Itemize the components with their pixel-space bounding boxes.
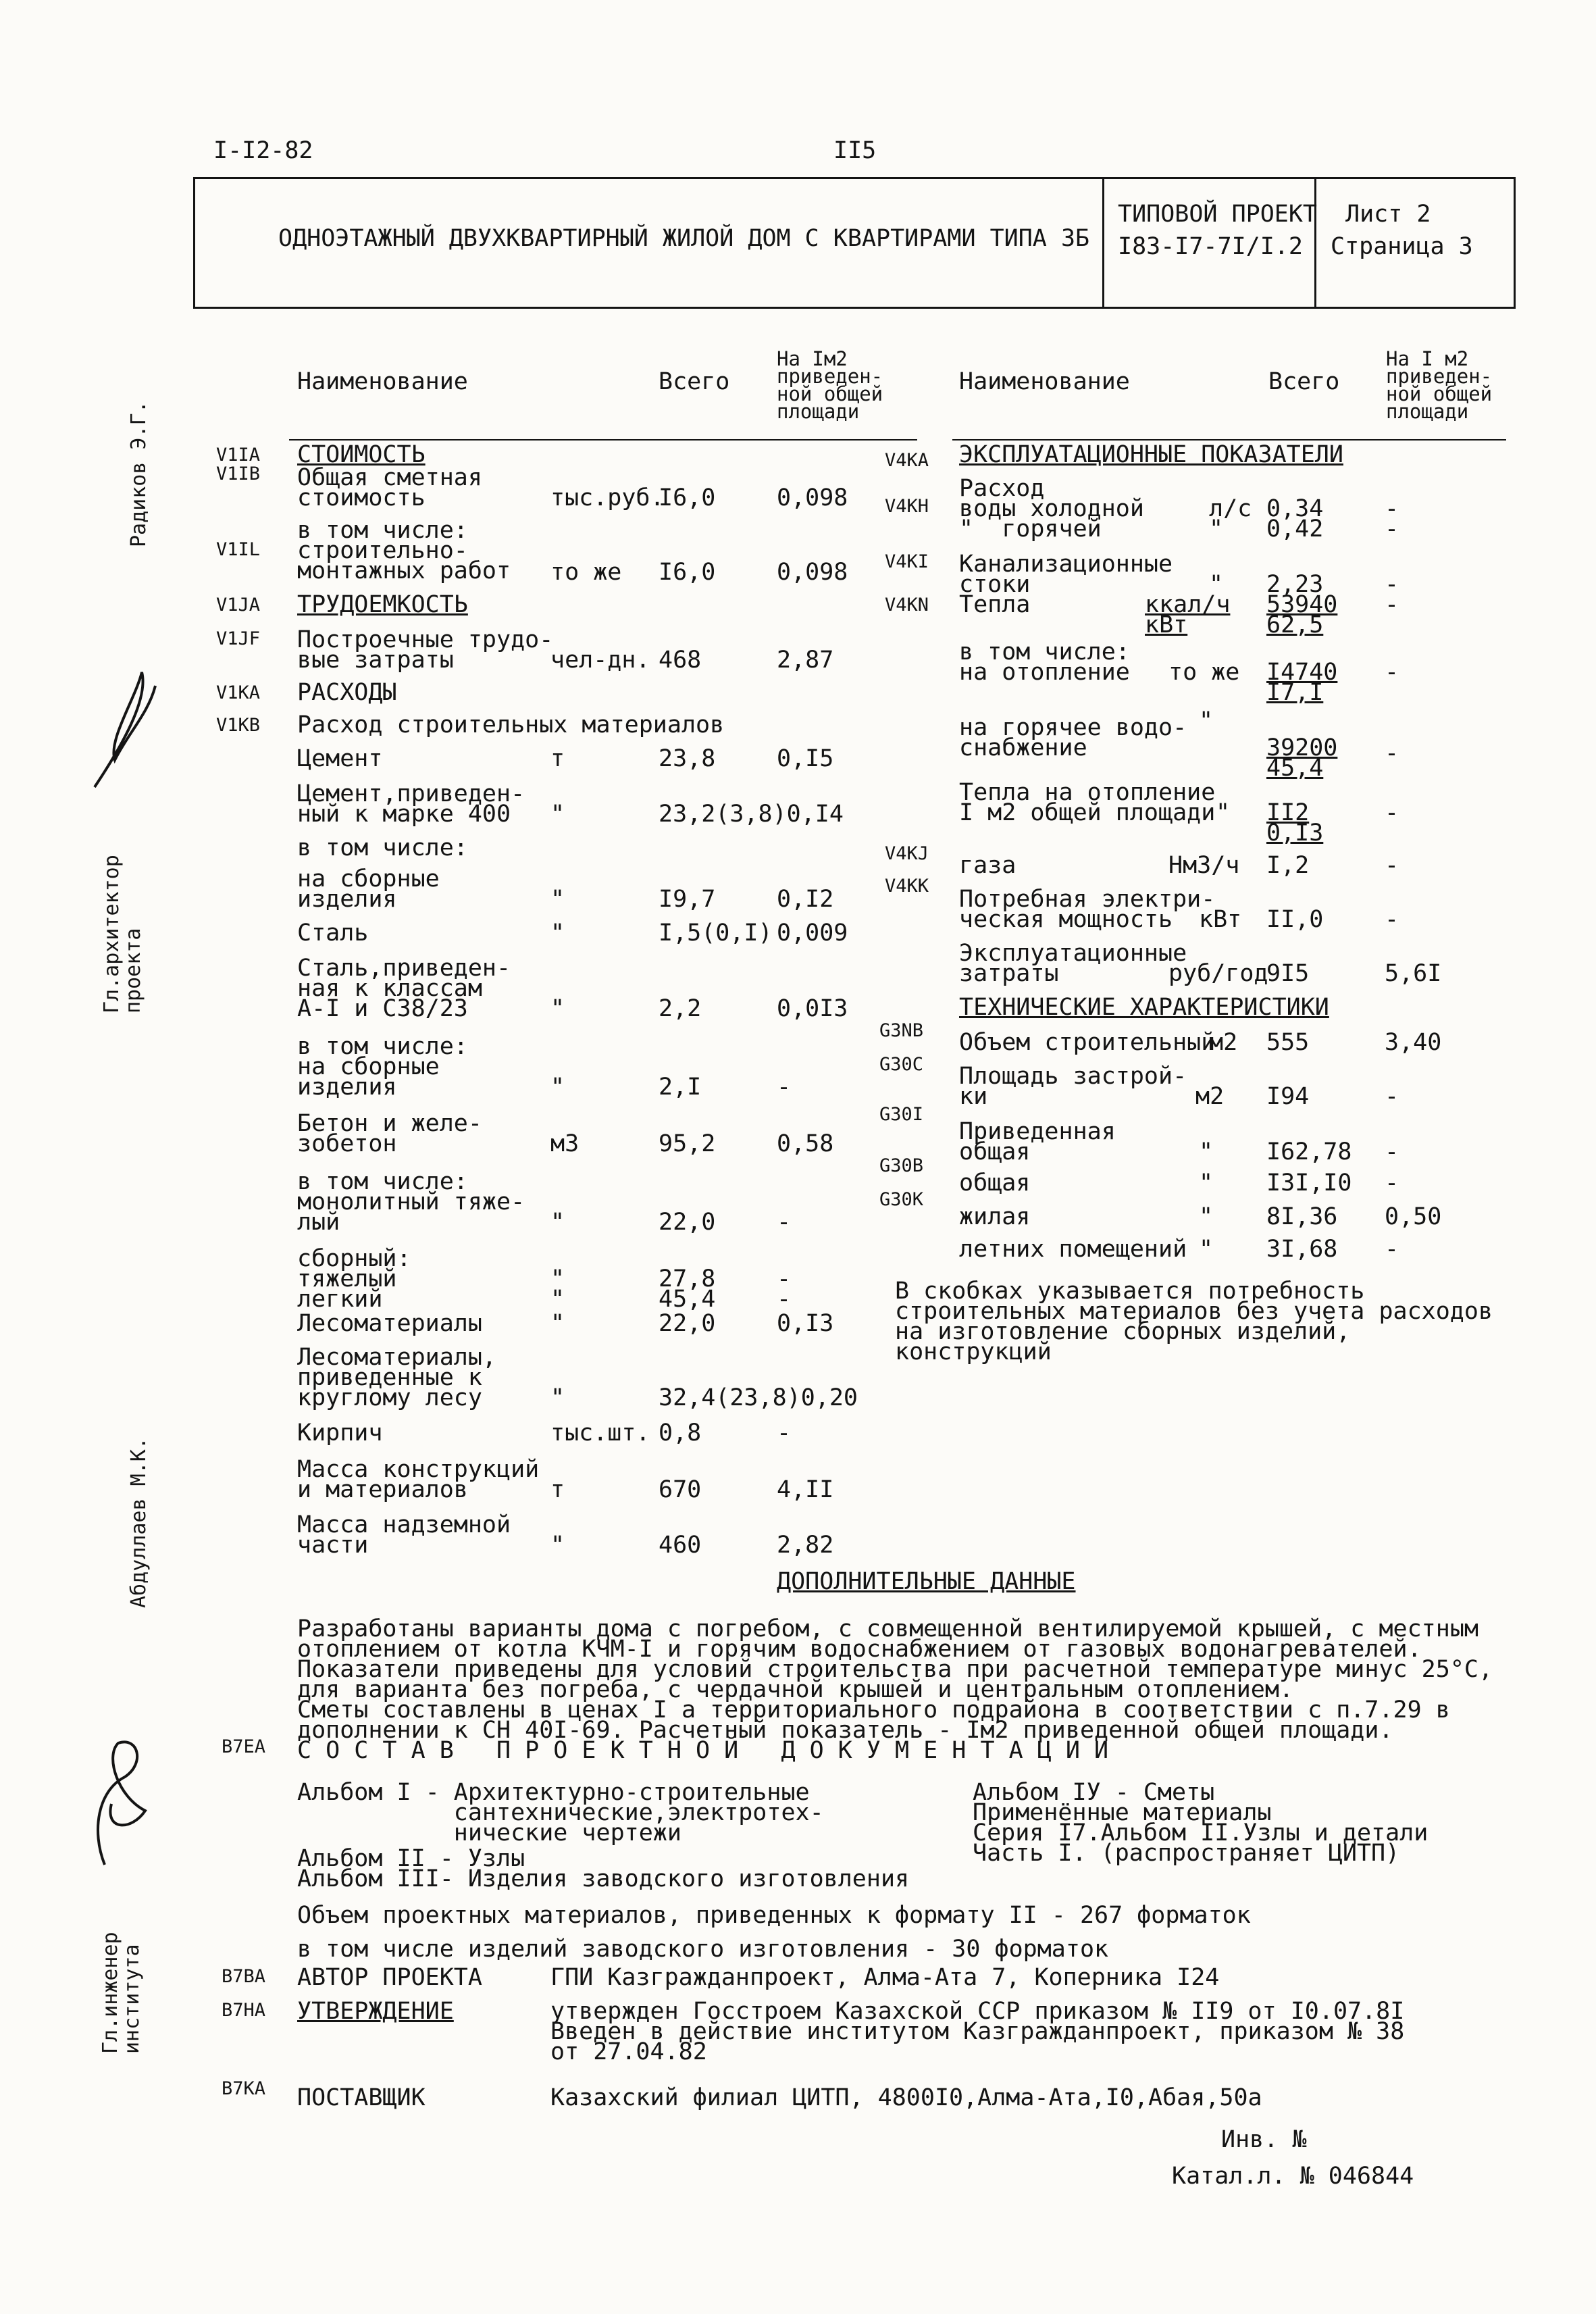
row-code: V4KJ [885, 843, 929, 864]
footer-label: ПОСТАВЩИК [297, 2084, 426, 2111]
row-unit: м3 [550, 1130, 580, 1157]
row-name: в том числе: монолитный тяже- лый [297, 1168, 525, 1236]
row-name: Расход строительных материалов [297, 711, 725, 738]
row-code: G30C [879, 1054, 924, 1075]
row-unit: т [550, 745, 565, 772]
signature-2 [78, 1716, 159, 1871]
row-code: V1IL [216, 539, 261, 560]
project-number: I83-I7-7I/I.2 [1118, 233, 1303, 260]
row-per: - - [1385, 495, 1399, 543]
row-total: 2,2 [659, 995, 702, 1022]
row-per: - [1385, 906, 1399, 933]
row-name: в том числе: строительно- монтажных работ [297, 517, 511, 584]
row-name: Эксплуатационные затраты [959, 940, 1187, 987]
row-name: Лесоматериалы, приведенные к круглому лесу [297, 1344, 497, 1411]
row-per: 0,50 [1385, 1203, 1442, 1230]
row-unit: " [550, 1074, 565, 1101]
col-per-left-1: На Iм2 [777, 347, 848, 370]
row-total: I9,7 [659, 886, 716, 913]
row-code: G30I [879, 1104, 924, 1125]
col-name-right: Наименование [959, 368, 1130, 395]
row-unit: то же [550, 559, 622, 586]
row-unit: " [550, 886, 565, 913]
row-code: V1JA [216, 595, 261, 615]
row-total: 8I,36 [1266, 1203, 1338, 1230]
row-total: I4740 I7,I [1266, 659, 1338, 706]
row-code: B7EA [222, 1736, 266, 1757]
row-name: Тепла на отопление I м2 общей площади [959, 779, 1216, 826]
row-unit: " [550, 1209, 565, 1236]
row-total: 9I5 [1266, 960, 1310, 987]
footer-label: АВТОР ПРОЕКТА [297, 1964, 482, 1991]
row-name: Цемент [297, 745, 383, 772]
composition-title: С О С Т А В П Р О Е К Т Н О Й Д О К У М Е Н Т А Ц И И [297, 1737, 1109, 1764]
row-per: 2,87 [777, 647, 834, 674]
row-name: сборный: тяжелый легкий [297, 1245, 411, 1313]
row-per: 0,I2 [777, 886, 834, 913]
row-total: 2,23 [1266, 571, 1324, 598]
row-per: - [1385, 1138, 1399, 1165]
row-total: 0,8 [659, 1419, 702, 1447]
row-per: - [1385, 591, 1399, 618]
row-total: I6,0 [659, 484, 716, 511]
row-unit: м2 [1195, 1083, 1225, 1110]
row-name: Масса надземной части [297, 1511, 511, 1559]
catalog-number: Катал.л. № 046844 [1172, 2163, 1414, 2190]
row-code: V1IA [216, 445, 261, 466]
row-per: 3,40 [1385, 1029, 1442, 1056]
row-name: Тепла [959, 591, 1031, 618]
row-unit: " [1199, 707, 1214, 734]
row-per: - [777, 1074, 792, 1101]
row-unit: " [1199, 1138, 1214, 1165]
col-per-left-3: ной общей [777, 382, 883, 405]
row-name: ТЕХНИЧЕСКИЕ ХАРАКТЕРИСТИКИ [959, 994, 1329, 1021]
row-code: V4KH [885, 496, 929, 517]
row-unit: " [550, 1532, 565, 1559]
row-unit: " " [550, 1265, 565, 1313]
row-per: 0,0I3 [777, 995, 848, 1022]
row-name: Объем строительный [959, 1029, 1216, 1056]
footer-value: ГПИ Казгражданпроект, Алма-Ата 7, Коперника I24 [550, 1964, 1220, 1991]
row-name: Построечные трудо- вые затраты [297, 626, 554, 674]
row-per: 0,I3 [777, 1310, 834, 1337]
row-total: 95,2 [659, 1130, 716, 1157]
row-per: - [1385, 1083, 1399, 1110]
row-total: 23,8 [659, 745, 716, 772]
row-name: Площадь застрой- ки [959, 1063, 1187, 1110]
row-per: - [1385, 852, 1399, 879]
row-total: 22,0 [659, 1209, 716, 1236]
col-per-left-2: приведен- [777, 365, 883, 388]
row-total: 53940 62,5 [1266, 591, 1338, 638]
row-total: 0,34 0,42 [1266, 495, 1324, 543]
album-4: Альбом IУ - Сметы Применённые материалы Серия I7.Альбом II.Узлы и детали Часть I. (распространяет ЦИТП) [973, 1779, 1428, 1867]
row-unit: Нм3/ч [1168, 852, 1240, 879]
row-per: - [1385, 799, 1399, 826]
table-note: В скобках указывается потребность строительных материалов без учета расходов на изготовление сборных изделий, конструкций [895, 1278, 1493, 1365]
row-total: 555 [1266, 1029, 1310, 1056]
row-per: - [1385, 1169, 1399, 1197]
row-name: Расход воды холодной " горячей [959, 475, 1144, 543]
row-name: РАСХОДЫ [297, 679, 397, 706]
signer-role-1: Гл.архитектор проекта [100, 855, 145, 1013]
row-total: I6,0 [659, 559, 716, 586]
row-name: Общая сметная стоимость [297, 464, 482, 511]
signature-1 [81, 659, 162, 794]
row-name: газа [959, 852, 1016, 879]
row-unit: " [550, 920, 565, 947]
row-per: 0,I5 [777, 745, 834, 772]
album-1: Альбом I - Архитектурно-строительные сантехнические,электротех- нические чертежи [297, 1779, 824, 1846]
row-total: 23,2(3,8)0,I4 [659, 801, 844, 828]
footer-value: Казахский филиал ЦИТП, 4800I0,Алма-Ата,I0,Абая,50а [550, 2084, 1262, 2111]
row-per: 5,6I [1385, 960, 1442, 987]
row-unit: тыс.руб. [550, 484, 665, 511]
row-per: - [777, 1419, 792, 1447]
row-unit: " [550, 1310, 565, 1337]
row-code: V1KA [216, 682, 261, 703]
additional-title: ДОПОЛНИТЕЛЬНЫЕ ДАННЫЕ [777, 1568, 1076, 1595]
volume-text: Объем проектных материалов, приведенных к формату II - 267 форматок [297, 1902, 1251, 1929]
row-per: 0,098 [777, 484, 848, 511]
row-total: 27,8 45,4 [659, 1265, 716, 1313]
row-per: 0,58 [777, 1130, 834, 1157]
row-name: Кирпич [297, 1419, 383, 1447]
row-total: II,0 [1266, 906, 1324, 933]
footer-value: утвержден Госстроем Казахской ССР приказом № II9 от I0.07.8I Введен в действие институтом Казгражданпроект, приказом № 38 от 27.04.82 [550, 1998, 1405, 2065]
row-total: 32,4(23,8)0,20 [659, 1384, 858, 1411]
row-name: Масса конструкций и материалов [297, 1456, 540, 1503]
row-code: G30K [879, 1189, 924, 1210]
row-name: Канализационные стоки [959, 551, 1173, 598]
row-total: 22,0 [659, 1310, 716, 1337]
row-total: 39200 45,4 [1266, 734, 1338, 782]
row-total: I3I,I0 [1266, 1169, 1352, 1197]
row-unit: " [550, 1384, 565, 1411]
row-per: - [1385, 1236, 1399, 1263]
album-2-3: Альбом II - Узлы Альбом III- Изделия заводского изготовления [297, 1845, 910, 1892]
row-unit: чел-дн. [550, 647, 650, 674]
doc-code: I-I2-82 [213, 137, 313, 164]
footer-label: УТВЕРЖДЕНИЕ [297, 1998, 454, 2025]
row-unit: " [550, 801, 565, 828]
row-unit: то же [1168, 659, 1240, 686]
row-per: 0,098 [777, 559, 848, 586]
project-label: ТИПОВОЙ ПРОЕКТ [1118, 201, 1318, 228]
row-name: общая [959, 1169, 1031, 1197]
row-code: B7KA [222, 2078, 266, 2099]
row-total: 3I,68 [1266, 1236, 1338, 1263]
row-unit: кВт [1199, 906, 1242, 933]
col-per-left-4: площади [777, 400, 860, 423]
row-unit: " [550, 995, 565, 1022]
row-name: летних помещений [959, 1236, 1187, 1263]
row-code: V4KK [885, 876, 929, 897]
row-per: 2,82 [777, 1532, 834, 1559]
row-total: II2 0,I3 [1266, 799, 1324, 847]
row-total: 460 [659, 1532, 702, 1559]
signer-name-1: Радиков Э.Г. [127, 401, 151, 547]
row-code: B7BA [222, 1966, 266, 1987]
row-name: ТРУДОЕМКОСТЬ [297, 591, 468, 618]
row-code: V1IB [216, 463, 261, 484]
row-name: Сталь [297, 920, 369, 947]
row-code: V4KA [885, 450, 929, 471]
row-name: Лесоматериалы [297, 1310, 482, 1337]
row-unit: ккал/ч кВт [1145, 591, 1231, 638]
row-name: на горячее водо- снабжение [959, 714, 1187, 761]
row-unit: тыс.шт. [550, 1419, 650, 1447]
additional-text: Разработаны варианты дома с погребом, с совмещенной вентилируемой крышей, с местным отоплением от котла КЧМ-I и горячим водоснабжением от газовых водонагревателей. Показатели приведены для условий строительства при расчетной температуре минус 25°С, для варианта без погреба, с чердачной крышей и центральным отоплением. Сметы составлены в ценах I а территориального подрайона в соответствии с п.7.29 в дополнении к СН 40I-69. Расчетный показатель - Iм2 приведенной общей площади. [297, 1615, 1493, 1744]
row-total: I62,78 [1266, 1138, 1352, 1165]
sheet-label: Лист 2 [1345, 201, 1431, 228]
row-per: - [1385, 571, 1399, 598]
row-per: - [777, 1209, 792, 1236]
row-total: I,5(0,I) [659, 920, 773, 947]
col-per-right-3: ной общей [1386, 382, 1493, 405]
row-name: в том числе: [297, 834, 468, 861]
row-per: 0,009 [777, 920, 848, 947]
row-code: V1KB [216, 715, 261, 736]
row-per: 4,II [777, 1476, 834, 1503]
row-name: ЭКСПЛУАТАЦИОННЫЕ ПОКАЗАТЕЛИ [959, 441, 1343, 468]
row-name: Потребная электри- ческая мощность [959, 886, 1216, 933]
col-name-left: Наименование [297, 368, 468, 395]
signer-name-2: Абдуллаев М.К. [127, 1437, 151, 1608]
volume-text-2: в том числе изделий заводского изготовления - 30 форматок [297, 1936, 1109, 1963]
row-total: I94 [1266, 1083, 1310, 1110]
row-name: в том числе: на отопление [959, 638, 1130, 686]
row-unit: " [1199, 1203, 1214, 1230]
row-total: 670 [659, 1476, 702, 1503]
row-unit: " [1199, 1169, 1214, 1197]
row-name: на сборные изделия [297, 865, 440, 913]
row-unit: т [550, 1476, 565, 1503]
row-code: V4KI [885, 551, 929, 572]
row-per: - [1385, 740, 1399, 767]
col-per-right-1: На I м2 [1386, 347, 1469, 370]
row-code: G3NB [879, 1020, 924, 1041]
page-label: Страница 3 [1331, 233, 1473, 260]
col-total-left: Всего [659, 368, 730, 395]
row-unit: " [1199, 1236, 1214, 1263]
row-code: G30B [879, 1155, 924, 1176]
row-name: Приведенная общая [959, 1118, 1116, 1165]
row-per: - - [777, 1265, 792, 1313]
row-total: I,2 [1266, 852, 1310, 879]
row-total: 2,I [659, 1074, 702, 1101]
signer-role-2: Гл.инженер института [99, 1932, 144, 2054]
col-per-right-4: площади [1386, 400, 1469, 423]
row-name: в том числе: на сборные изделия [297, 1033, 468, 1101]
page-title: ОДНОЭТАЖНЫЙ ДВУХКВАРТИРНЫЙ ЖИЛОЙ ДОМ С КВАРТИРАМИ ТИПА 3Б [278, 225, 1090, 252]
row-code: B7HA [222, 2000, 266, 2021]
row-name: Цемент,приведен- ный к марке 400 [297, 780, 525, 828]
inv-number: Инв. № [1221, 2126, 1307, 2153]
row-unit: л/с " [1209, 495, 1252, 543]
col-total-right: Всего [1268, 368, 1340, 395]
col-per-right-2: приведен- [1386, 365, 1493, 388]
row-code: V4KN [885, 595, 929, 615]
row-name: СТОИМОСТЬ [297, 441, 426, 468]
row-unit: м2 [1209, 1029, 1238, 1056]
row-name: жилая [959, 1203, 1031, 1230]
row-unit: " [1216, 799, 1231, 826]
page-number: II5 [833, 137, 877, 164]
row-total: 468 [659, 647, 702, 674]
row-unit: руб/год [1168, 960, 1268, 987]
row-name: Бетон и желе- зобетон [297, 1110, 482, 1157]
row-code: V1JF [216, 628, 261, 649]
row-name: Сталь,приведен- ная к классам A-I и C38/23 [297, 955, 511, 1022]
row-per: - [1385, 659, 1399, 686]
row-unit: " [1209, 571, 1224, 598]
